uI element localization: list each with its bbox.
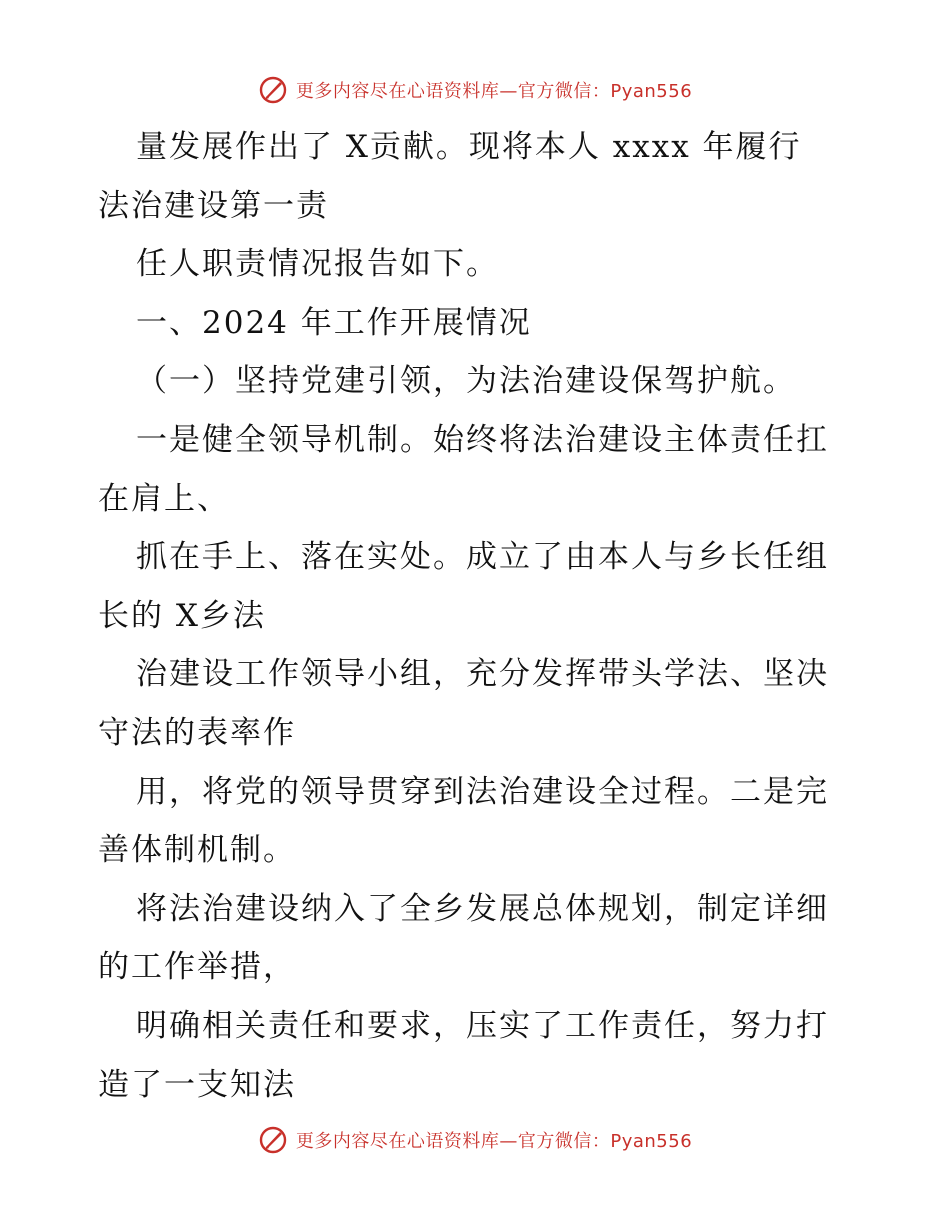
text-line: 在肩上、 (98, 480, 230, 517)
text-line: 任人职责情况报告如下。 (136, 246, 499, 283)
text-line: 量发展作出了 X贡献。现将本人 xxxx 年履行 (136, 129, 802, 165)
text-line: 善体制机制。 (98, 832, 296, 869)
watermark-text: 更多内容尽在心语资料库—官方微信：Pyan556 (295, 81, 693, 102)
document-body (0, 118, 950, 1114)
text-line: 治建设工作领导小组，充分发挥带头学法、坚决 (136, 656, 829, 693)
section-heading: 一、2024 年工作开展情况 (136, 304, 532, 341)
quill-pen-logo-icon (258, 1125, 288, 1155)
text-line: 的工作举措， (98, 949, 296, 986)
quill-pen-logo-icon (258, 75, 288, 105)
subsection-heading: （一）坚持党建引领，为法治建设保驾护航。 (136, 363, 796, 400)
text-line: 长的 X乡法 (98, 597, 266, 634)
text-line: 一是健全领导机制。始终将法治建设主体责任扛 (136, 421, 829, 458)
text-line: 明确相关责任和要求，压实了工作责任，努力打 (136, 1007, 829, 1044)
text-line: 法治建设第一责 (98, 187, 329, 224)
header-watermark-banner (0, 70, 950, 110)
footer-watermark-banner (0, 1120, 950, 1160)
text-line: 将法治建设纳入了全乡发展总体规划，制定详细 (136, 890, 829, 927)
text-line: 用，将党的领导贯穿到法治建设全过程。二是完 (136, 773, 829, 810)
text-line: 抓在手上、落在实处。成立了由本人与乡长任组 (136, 539, 829, 576)
text-line: 守法的表率作 (98, 714, 296, 751)
text-line: 造了一支知法 (98, 1066, 296, 1103)
watermark-text: 更多内容尽在心语资料库—官方微信：Pyan556 (295, 1131, 693, 1152)
